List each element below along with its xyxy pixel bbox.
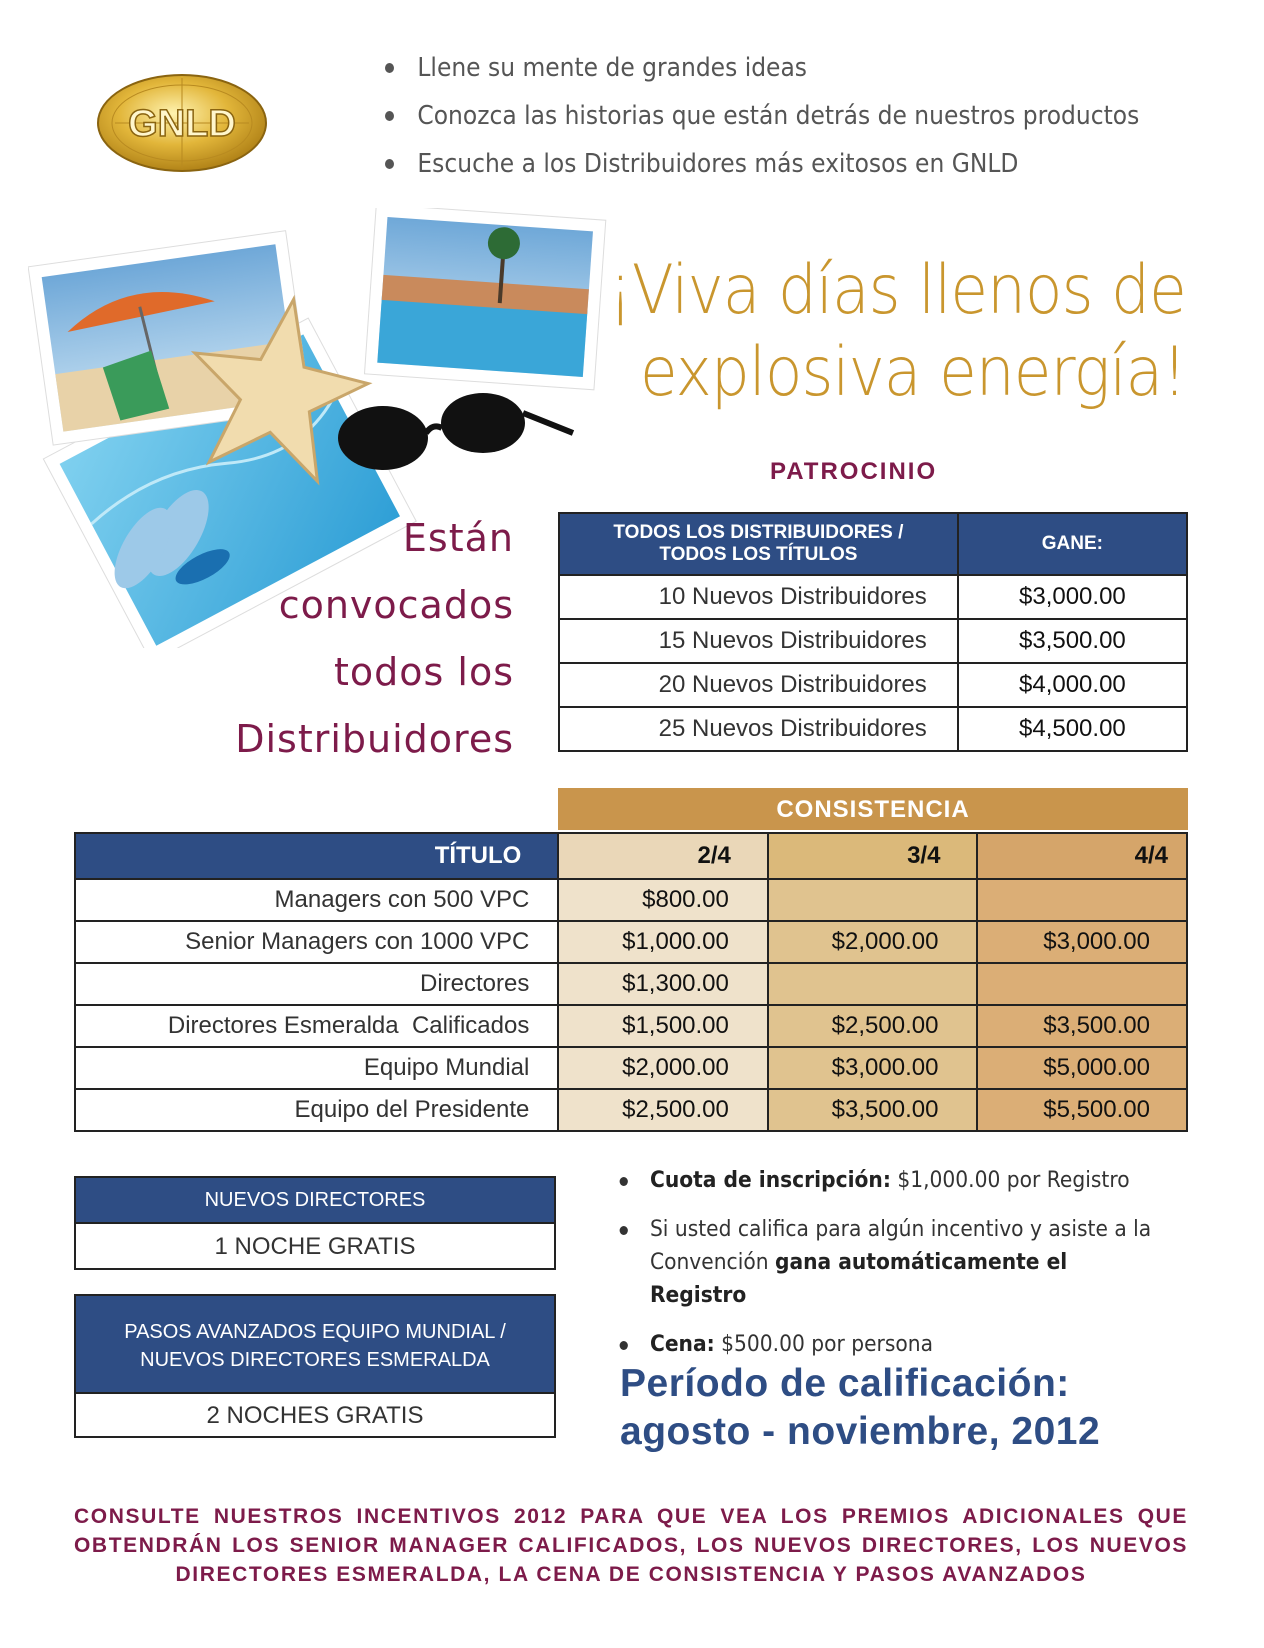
detail-bullet: Cuota de inscripción: $1,000.00 por Registro: [615, 1164, 1158, 1197]
box-body: 2 NOCHES GRATIS: [206, 1402, 424, 1429]
table-row: [75, 1005, 1187, 1047]
intro-bullets: [385, 44, 1223, 188]
table-row: [75, 1089, 1187, 1131]
row-label: 25 Nuevos Distribuidores: [559, 707, 958, 751]
intro-bullet: Llene su mente de grandes ideas: [385, 44, 1139, 92]
detail-bullet: Cena: $500.00 por persona: [615, 1328, 1158, 1361]
table-row: [559, 663, 1187, 707]
box-header: NUEVOS DIRECTORES: [76, 1178, 554, 1224]
sunglasses: [338, 393, 573, 470]
cell-2-4: $2,000.00: [558, 1047, 768, 1089]
cell-2-4: $2,500.00: [558, 1089, 768, 1131]
footer-note: CONSULTE NUESTROS INCENTIVOS 2012 PARA QUE VEA LOS PREMIOS ADICIONALES QUE OBTENDRÁN LOS SENIOR MANAGER CALIFICADOS, LOS NUEVOS DIRECTORES, LOS NUEVOS DIRECTORES ESMERALDA, LA CENA DE CONSISTENCIA Y PASOS AVANZADOS: [74, 1505, 1188, 1586]
row-value: $3,500.00: [958, 619, 1187, 663]
qualification-period: Período de calificación: agosto - noviembre, 2012: [620, 1362, 1101, 1453]
intro-bullet: Conozca las historias que están detrás de nuestros productos: [385, 92, 1139, 140]
header-2-4: 2/4: [558, 833, 768, 879]
cell-3-4: [768, 879, 978, 921]
header-titulo: TÍTULO: [75, 833, 558, 879]
patrocinio-title: PATROCINIO: [770, 458, 938, 485]
table-row: [559, 707, 1187, 751]
cell-3-4: [768, 963, 978, 1005]
table-row: [75, 1047, 1187, 1089]
invite-text: Están convocados todos los Distribuidores: [235, 516, 514, 761]
svg-text:GNLD: GNLD: [128, 103, 236, 145]
row-label: Directores: [75, 963, 558, 1005]
cell-3-4: $2,000.00: [768, 921, 978, 963]
row-label: 20 Nuevos Distribuidores: [559, 663, 958, 707]
table-row: [559, 619, 1187, 663]
header-4-4: 4/4: [977, 833, 1187, 879]
row-label: Directores Esmeralda Calificados: [75, 1005, 558, 1047]
patrocinio-header-left: TODOS LOS DISTRIBUIDORES / TODOS LOS TÍTULOS: [559, 513, 958, 575]
table-row: [75, 921, 1187, 963]
box-header: PASOS AVANZADOS EQUIPO MUNDIAL / NUEVOS DIRECTORES ESMERALDA: [76, 1296, 554, 1394]
cell-2-4: $1,500.00: [558, 1005, 768, 1047]
cell-3-4: $3,000.00: [768, 1047, 978, 1089]
row-label: 15 Nuevos Distribuidores: [559, 619, 958, 663]
cell-3-4: $3,500.00: [768, 1089, 978, 1131]
consistencia-table: [74, 832, 1188, 1132]
row-label: Equipo Mundial: [75, 1047, 558, 1089]
cell-2-4: $1,300.00: [558, 963, 768, 1005]
table-row: [559, 575, 1187, 619]
cell-2-4: $800.00: [558, 879, 768, 921]
detail-bullet: Si usted califica para algún incentivo y asiste a la Convención gana automáticamente el Registro: [615, 1213, 1158, 1312]
gnld-logo: [95, 72, 270, 174]
cell-2-4: $1,000.00: [558, 921, 768, 963]
table-row: [75, 963, 1187, 1005]
cell-4-4: $3,500.00: [977, 1005, 1187, 1047]
cell-3-4: $2,500.00: [768, 1005, 978, 1047]
cell-4-4: [977, 879, 1187, 921]
cell-4-4: $5,500.00: [977, 1089, 1187, 1131]
header-3-4: 3/4: [768, 833, 978, 879]
row-label: 10 Nuevos Distribuidores: [559, 575, 958, 619]
nuevos-directores-box: [74, 1176, 556, 1270]
consistencia-title: CONSISTENCIA: [558, 788, 1188, 830]
table-row: [75, 879, 1187, 921]
row-value: $4,500.00: [958, 707, 1187, 751]
resort-photo: [364, 208, 605, 390]
box-body: 1 NOCHE GRATIS: [214, 1233, 416, 1260]
row-label: Senior Managers con 1000 VPC: [75, 921, 558, 963]
headline: ¡Viva días llenos de explosiva energía!: [608, 251, 1186, 412]
row-label: Managers con 500 VPC: [75, 879, 558, 921]
row-value: $4,000.00: [958, 663, 1187, 707]
cell-4-4: [977, 963, 1187, 1005]
cell-4-4: $3,000.00: [977, 921, 1187, 963]
cell-4-4: $5,000.00: [977, 1047, 1187, 1089]
patrocinio-header-right: GANE:: [958, 513, 1187, 575]
intro-bullet: Escuche a los Distribuidores más exitosos en GNLD: [385, 140, 1139, 188]
row-label: Equipo del Presidente: [75, 1089, 558, 1131]
patrocinio-table: [558, 512, 1188, 752]
details-bullets: [615, 1164, 1205, 1377]
row-value: $3,000.00: [958, 575, 1187, 619]
pasos-avanzados-box: [74, 1294, 556, 1438]
